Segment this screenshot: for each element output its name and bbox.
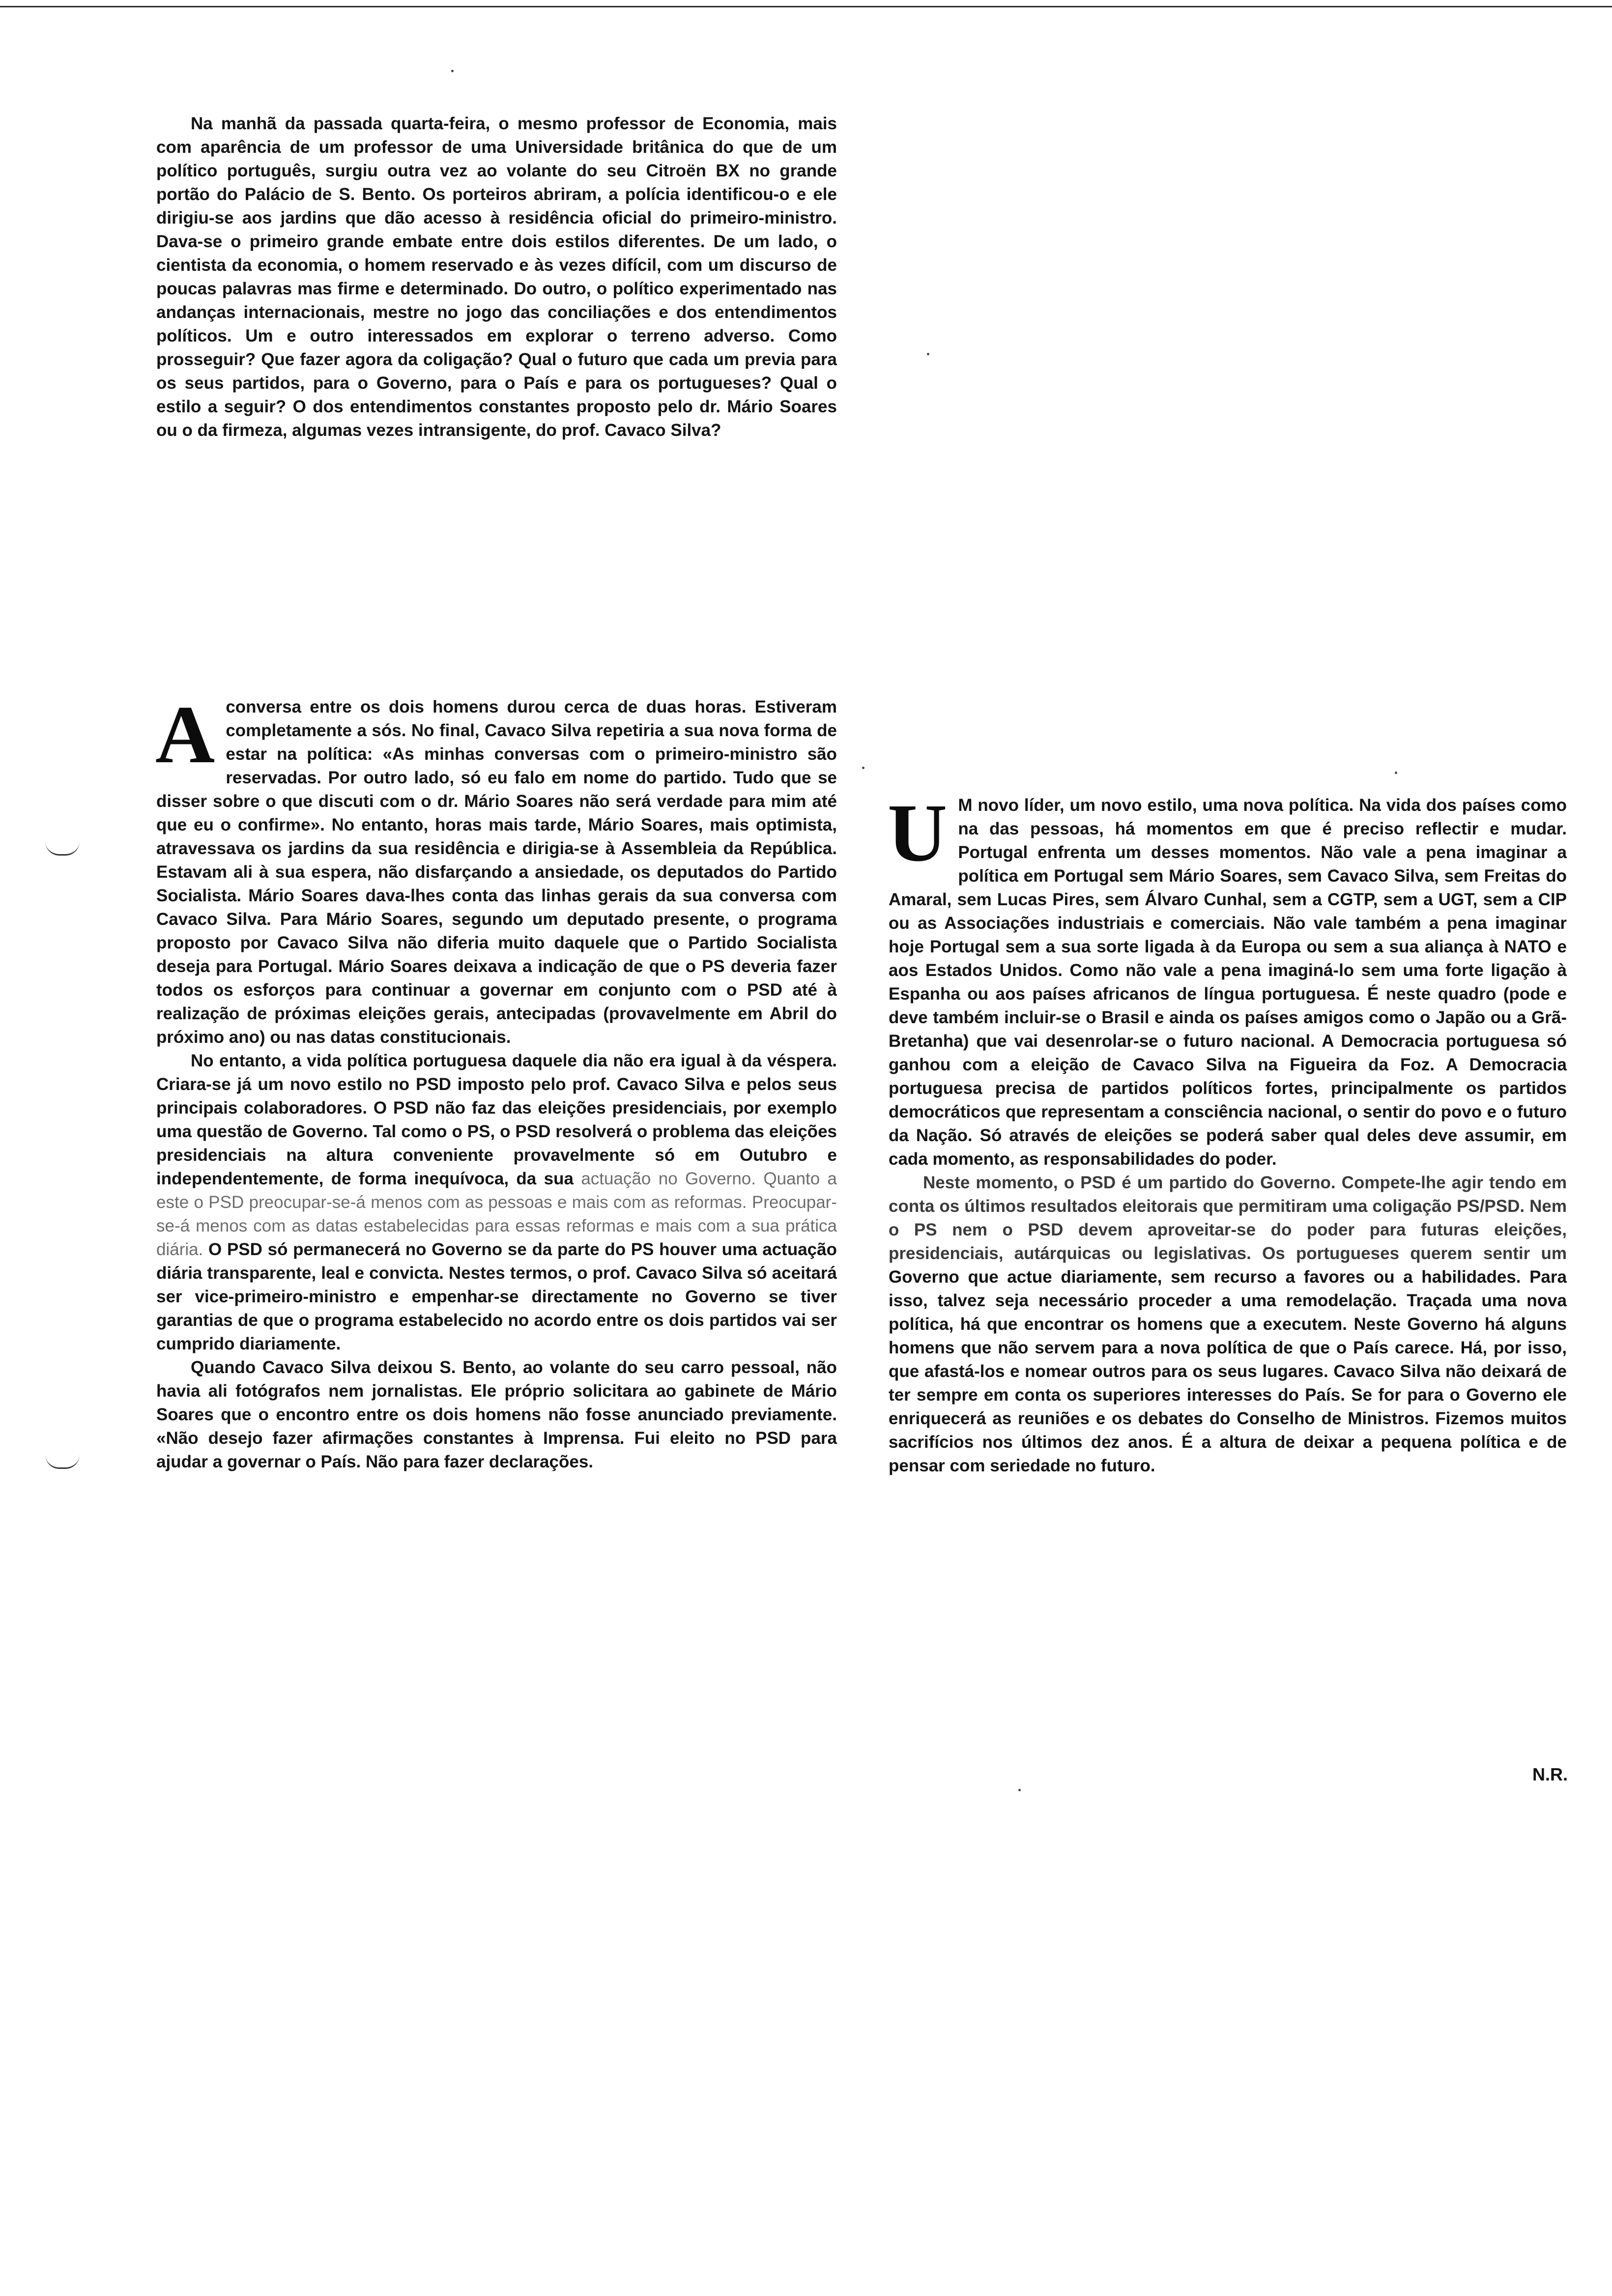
editorial-paragraph-2-text: Governo que actue diariamente, sem recurso a favores ou a habilidades. Para isso, talvez seja necessário proceder a uma remodelação. Traçada uma nova política, há que encontrar os homens que a executem. Neste Governo há alguns homens que não servem para a nova política de que o País carece. Há, por isso, que afastá-los e nomear outros para os seus lugares. Cavaco Silva não deixará de ter sempre em conta os superiores interesses do País. Se for para o Governo ele enriquecerá as reuniões e os debates do Conselho de Ministros. Fizemos muitos sacrifícios nos últimos dez anos. É a altura de deixar a pequena política e de pensar com seriedade no futuro. [889, 1267, 1567, 1475]
article-dropcap: A [155, 689, 215, 780]
editorial-paragraph-2 [889, 1171, 1567, 1478]
article-paragraph-2-faded-text: actuação no Governo. Quanto a este o PSD preocupar-se-á menos com as pessoas e mais com as reformas. Preocupar-se-á menos com as datas estabelecidas para essas reformas e mais com a sua prática diária. [156, 1169, 837, 1259]
speck [1018, 1789, 1021, 1791]
editorial-column [888, 787, 1567, 1478]
editorial-paragraph-2-faded-text: Neste momento, o PSD é um partido do Governo. Compete-lhe agir tendo em conta os últimos resultados eleitorais que permitiram uma coligação PS/PSD. Nem o PS nem o PSD devem aproveitar-se do poder para futuras eleições, presidenciais, autárquicas ou legislativas. Os portugueses querem sentir um [889, 1173, 1567, 1263]
article-paragraph-2-text-a: No entanto, a vida política portuguesa daquele dia não era igual à da véspera. Criara-se já um novo estilo no PSD imposto pelo prof. Cavaco Silva e pelos seus principais colaboradores. O PSD não faz das eleições presidenciais, por exemplo uma questão de Governo. Tal como o PS, o PSD resolverá o problema das eleições presidenciais na altura conveniente provavelmente só em Outubro e independentemente, de forma inequívoca, da sua [156, 1051, 837, 1188]
article-paragraph-2-text-b: O PSD só permanecerá no Governo se da parte do PS houver uma actuação diária transparente, leal e convicta. Nestes termos, o prof. Cavaco Silva só aceitará ser vice-primeiro-ministro e empenhar-se directamente no Governo se tiver garantias de que o programa estabelecido no acordo entre os dois partidos vai ser cumprido diariamente. [156, 1240, 837, 1353]
article-column [155, 689, 837, 1474]
speck [451, 70, 454, 72]
speck [927, 353, 929, 355]
article-paragraph-2 [156, 1049, 837, 1356]
editorial-signature: N.R. [1532, 1764, 1568, 1784]
article-paragraph-1-text: conversa entre os dois homens durou cerca de duas horas. Estiveram completamente a sós. No final, Cavaco Silva repetiria a sua nova forma de estar na política: «As minhas conversas com o primeiro-ministro são reservadas. Por outro lado, só eu falo em nome do partido. Tudo que se disser sobre o que discuti com o dr. Mário Soares não será verdade para mim até que eu o confirme». No entanto, horas mais tarde, Mário Soares, mais optimista, atravessava os jardins da sua residência e dirigia-se à Assembleia da República. Estavam ali à sua espera, não disfarçando a ansiedade, os deputados do Partido Socialista. Mário Soares dava-lhes conta das linhas gerais da sua conversa com Cavaco Silva. Para Mário Soares, segundo um deputado presente, o programa proposto por Cavaco Silva não diferia muito daquele que o Partido Socialista deseja para Portugal. Mário Soares deixava a indicação de que o PS deveria fazer todos os esforços para continuar a governar em conjunto com o PSD até à realização de próximas eleições gerais, antecipadas (provavelmente em Abril do próximo ano) ou nas datas constitucionais. [156, 697, 837, 1047]
article-paragraph-1 [155, 689, 837, 1049]
speck [1395, 772, 1397, 774]
editorial-paragraph-1-text: M novo líder, um novo estilo, uma nova política. Na vida dos países como na das pessoas, há momentos em que é preciso reflectir e mudar. Portugal enfrenta um desses momentos. Não vale a pena imaginar a política em Portugal sem Mário Soares, sem Cavaco Silva, sem Freitas do Amaral, sem Lucas Pires, sem Álvaro Cunhal, sem a CGTP, sem a UGT, sem a CIP ou as Associações industriais e comerciais. Não vale também a pena imaginar hoje Portugal sem a sua sorte ligada à da Europa ou sem a sua aliança à NATO e aos Estados Unidos. Como não vale a pena imaginá-lo sem uma forte ligação à Espanha ou aos países africanos de língua portuguesa. É neste quadro (pode e deve também incluir-se o Brasil e ainda os países amigos como o Japão ou a Grã-Bretanha) que vai desenrolar-se o futuro nacional. A Democracia portuguesa só ganhou com a eleição de Cavaco Silva na Figueira da Foz. A Democracia portuguesa precisa de partidos políticos fortes, principalmente os partidos democráticos que representam a consciência nacional, o sentir do povo e o futuro da Nação. Só através de eleições se poderá saber qual deles deve assumir, em cada momento, as responsabilidades do poder. [889, 796, 1567, 1169]
editorial-paragraph-1 [888, 787, 1567, 1171]
speck [862, 767, 864, 769]
article-paragraph-3: Quando Cavaco Silva deixou S. Bento, ao volante do seu carro pessoal, não havia ali fotógrafos nem jornalistas. Ele próprio solicitara ao gabinete de Mário Soares que o encontro entre os dois homens não fosse anunciado previamente. «Não desejo fazer afirmações constantes à Imprensa. Fui eleito no PSD para ajudar a governar o País. Não para fazer declarações. [156, 1358, 837, 1471]
intro-paragraph: Na manhã da passada quarta-feira, o mesmo professor de Economia, mais com aparência de um professor de uma Universidade britânica do que de um político português, surgiu outra vez ao volante do seu Citroën BX no grande portão do Palácio de S. Bento. Os porteiros abriram, a polícia identificou-o e ele dirigiu-se aos jardins que dão acesso à residência oficial do primeiro-ministro. Dava-se o primeiro grande embate entre dois estilos diferentes. De um lado, o cientista da economia, o homem reservado e às vezes difícil, com um discurso de poucas palavras mas firme e determinado. Do outro, o político experimentado nas andanças internacionais, mestre no jogo das conciliações e dos entendimentos políticos. Um e outro interessados em explorar o terreno adverso. Como prosseguir? Que fazer agora da coligação? Qual o futuro que cada um previa para os seus partidos, para o Governo, para o País e para os portugueses? Qual o estilo a seguir? O dos entendimentos constantes proposto pelo dr. Mário Soares ou o da firmeza, algumas vezes intransigente, do prof. Cavaco Silva? [156, 114, 837, 440]
editorial-dropcap: U [888, 787, 948, 879]
hole-punch-mark-bottom [45, 1455, 80, 1469]
scan-top-edge [0, 0, 1612, 7]
hole-punch-mark-top [45, 841, 80, 856]
intro-column [156, 112, 837, 442]
